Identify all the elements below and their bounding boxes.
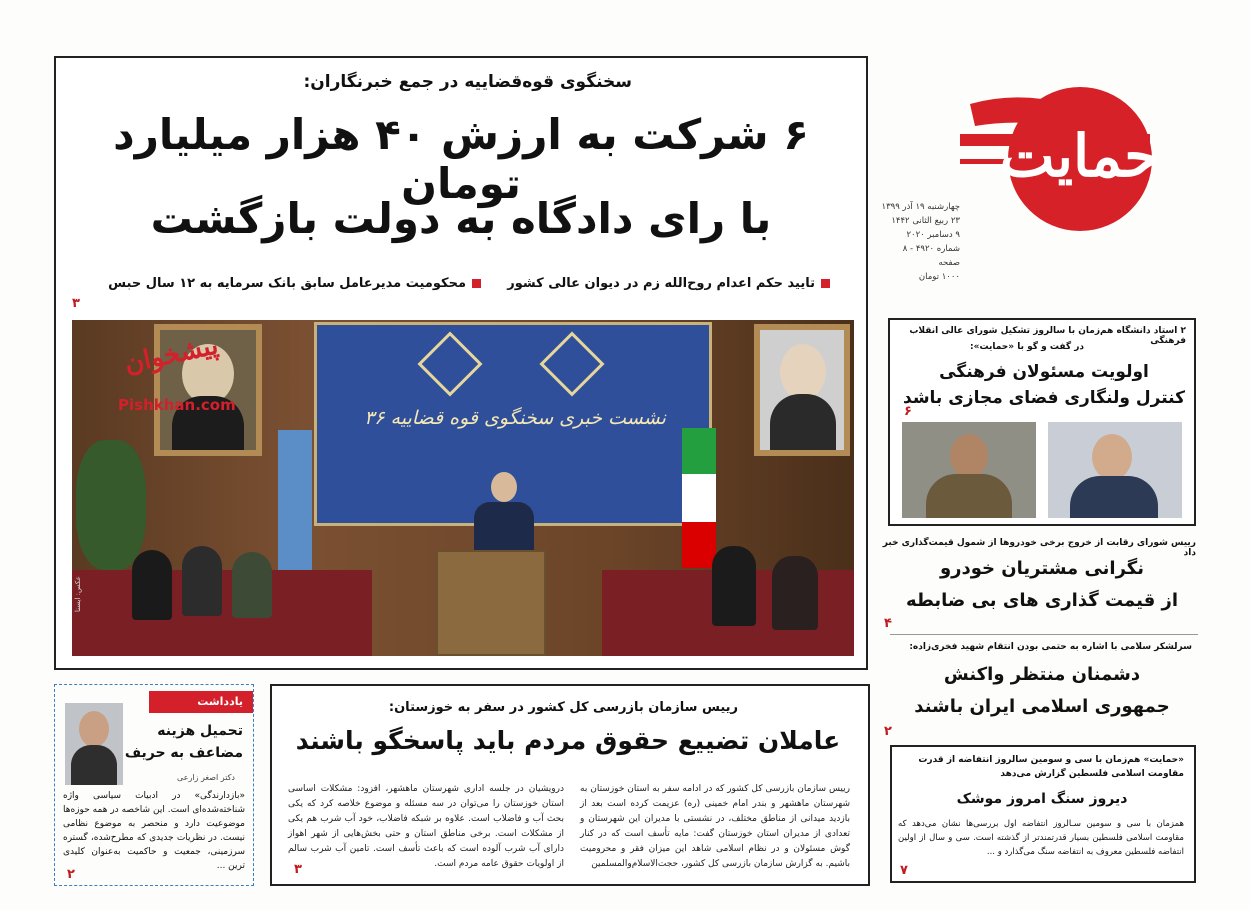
culture-page-number: ۶ — [904, 404, 912, 419]
column-author: دکتر اصغر زارعی — [177, 773, 235, 782]
watermark-fa: پیشخوان — [121, 330, 221, 380]
lead-bullet-1: تایید حکم اعدام روح‌الله زم در دیوان عالی کشور — [507, 276, 830, 291]
resistance-body: همزمان با سی و سومین سـالروز انتفاضه اول بررسی‌ها نشان می‌دهد که مقاومت اسلامی فلسطین بسیار قدرتمندتر از گذشته است. سی و سال از اولین انتفاضه فلسطین معروف به انتفاضه سنگ می‌گذارد و ... — [898, 819, 1184, 857]
resistance-headline: دیروز سنگ امروز موشک — [956, 791, 1128, 807]
enemies-kicker: سرلشکر سلامی با اشاره به حتمی بودن انتقام شهید فخری‌زاده: — [909, 642, 1192, 652]
lead-page-number: ۳ — [72, 296, 80, 311]
culture-headline-2: کنترل ولنگاری فضای مجازی باشد — [903, 388, 1185, 408]
khuzestan-col-2: درویشیان در جلسه اداری شهرستان ماهشهر، افزود: مشکلات اساسی استان خوزستان را می‌توان در سه مسئله و موضوع خلاصه کرد که یکی بحث آب و فاضلاب است. علاوه بر شبکه فاضلاب، خود آب شرب هم یکی از مشکلات است. برخی مناطق استان و حتی بخش‌هایی از شهر اهواز دارای آب شرب آلوده است که باعث تأسف است. تامین آب شرب سالم از اولویات حقوق عامه مردم است. — [288, 784, 564, 869]
lead-bullet-2: محکومیت مدیرعامل سابق بانک سرمایه به ۱۲ سال حبس — [108, 276, 481, 291]
bullet-square-icon — [821, 279, 830, 288]
culture-headline-1: اولویت مسئولان فرهنگی — [939, 362, 1149, 382]
lead-kicker: سخنگوی قوه‌قضاییه در جمع خبرنگاران: — [303, 72, 632, 92]
khuzestan-page-number: ۳ — [294, 862, 302, 877]
speaker — [474, 472, 534, 552]
story-resistance — [890, 745, 1196, 883]
story-culture — [888, 318, 1196, 526]
lead-headline-1: ۶ شرکت به ارزش ۴۰ هزار میلیارد تومان — [113, 110, 809, 208]
enemies-headline-2: جمهوری اسلامی ایران باشند — [914, 696, 1170, 717]
column-headline-1: تحمیل هزینه — [157, 723, 243, 739]
culture-photo-right — [1048, 422, 1182, 518]
podium — [436, 550, 546, 656]
flag-iran — [682, 428, 716, 568]
khuzestan-headline: عاملان تضییع حقوق مردم باید پاسخگو باشند — [295, 726, 841, 755]
cars-kicker: رییس شورای رقابت از خروج برخی خودروها از شمول قیمت‌گذاری خبر داد — [882, 538, 1196, 558]
watermark-en: Pishkhan.com — [118, 396, 236, 414]
story-cars — [880, 534, 1200, 634]
khuzestan-kicker: رییس سازمان بازرسی کل کشور در سفر به خوزستان: — [388, 700, 738, 715]
story-enemies — [880, 638, 1200, 738]
press-banner-text: نشست خبری سخنگوی قوه قضاییه ۳۶ — [364, 407, 666, 429]
column-body: «بازدارندگی» در ادبیات سیاسی واژه شناخته‌شده‌ای است. این شاخصه در همه حوزه‌ها موضوعیت دارد و منحصر به موضوع نظامی نیست. در نظریات جدیدی که مطرح‌شده، گستره سرزمینی، جمعیت و حاکمیت به‌عنوان کلیدی ترین ... — [63, 791, 245, 871]
photo-credit: عکس: ایسنا — [73, 576, 82, 612]
cars-page-number: ۴ — [884, 616, 892, 631]
column-label: یادداشت — [149, 691, 253, 713]
column-author-photo — [65, 703, 123, 785]
masthead — [880, 60, 1200, 300]
resistance-kicker: «حمایت» هم‌زمان با سی و سومین سالروز انتفاضه از قدرت مقاومت اسلامی فلسطین گزارش می‌دهد — [918, 755, 1184, 779]
date-gregorian: ۹ دسامبر ۲۰۲۰ — [906, 230, 960, 240]
lead-photo — [72, 320, 854, 656]
date-persian: چهارشنبه ۱۹ آذر ۱۳۹۹ — [881, 202, 960, 212]
enemies-page-number: ۲ — [884, 724, 892, 739]
flag-judiciary — [278, 430, 312, 570]
khuzestan-col-1: رییس سازمان بازرسی کل کشور که در ادامه سفر به استان خوزستان به شهرستان ماهشهر و بندر امام خمینی (ره) عزیمت کرده است بعد از بازدید میدانی از مناطق مختلف، در نشستی با مدیران این شهرستان و تعدادی از مدیران استان خوزستان گفت: مایه تأسف است که در کنار گوش مسئولان و در نظام اسلامی شاهد این میزان فقر و محرومیت باشیم. به گزارش سازمان بازرسی کل کشور، حجت‌الاسلام‌والمسلمین — [580, 784, 850, 869]
divider — [890, 634, 1198, 635]
cars-headline-2: از قیمت گذاری های بی ضابطه — [905, 590, 1179, 611]
lead-headline-2: با رای دادگاه به دولت بازگشت — [150, 194, 772, 243]
masthead-logo-text: حمایت — [999, 122, 1161, 190]
story-khuzestan — [270, 684, 870, 886]
date-hijri: ۲۳ ربیع الثانی ۱۴۴۲ — [891, 216, 960, 226]
culture-kicker-2: در گفت و گو با «حمایت»: — [970, 342, 1084, 352]
price: ۱۰۰۰ تومان — [918, 272, 960, 282]
issue-number: شماره ۴۹۲۰ - ۸ صفحه — [902, 244, 960, 268]
culture-kicker-1: ۲ استاد دانشگاه هم‌زمان با سالروز تشکیل شورای عالی انقلاب فرهنگی — [909, 326, 1186, 346]
bullet-square-icon — [472, 279, 481, 288]
masthead-logo — [950, 64, 1160, 254]
column-headline-2: مضاعف به حریف — [124, 745, 243, 761]
portrait-right — [754, 324, 850, 456]
culture-photo-left — [902, 422, 1036, 518]
resistance-page-number: ۷ — [900, 863, 908, 878]
lead-story — [54, 56, 868, 670]
opinion-column — [54, 684, 254, 886]
column-page-number: ۲ — [67, 867, 75, 882]
enemies-headline-1: دشمنان منتظر واکنش — [943, 664, 1141, 685]
cars-headline-1: نگرانی مشتریان خودرو — [939, 558, 1145, 579]
